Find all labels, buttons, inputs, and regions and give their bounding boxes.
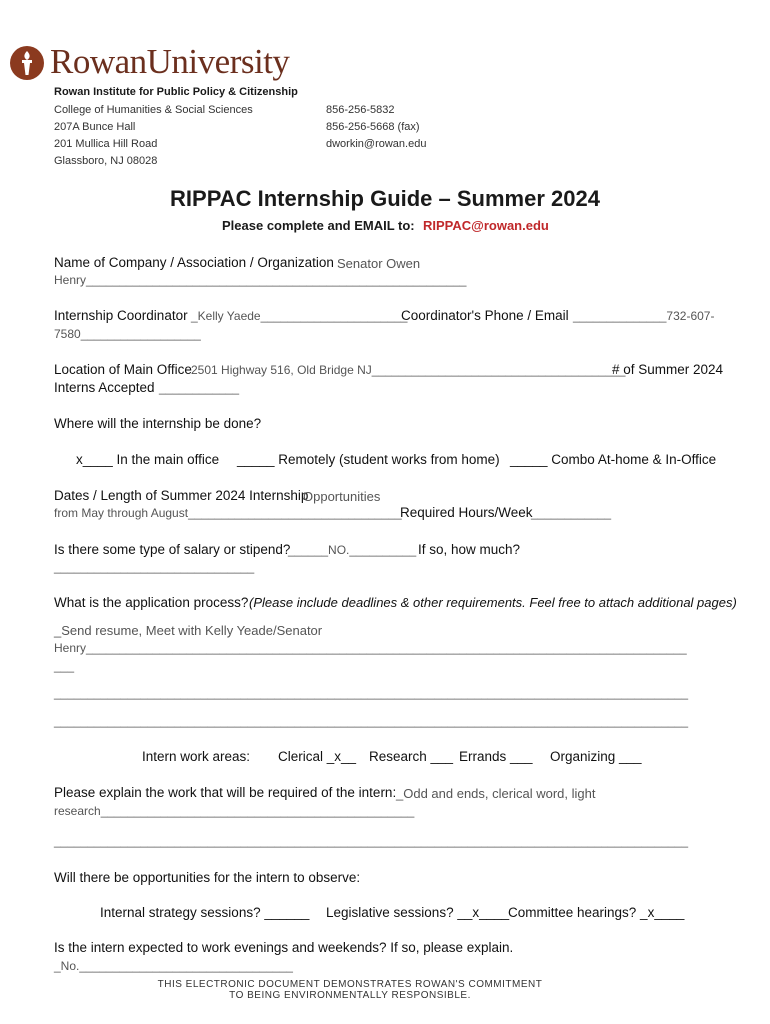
coordinator-label: Internship Coordinator bbox=[54, 308, 188, 323]
coordinator-phone-label: Coordinator's Phone / Email bbox=[401, 308, 569, 323]
coordinator-value[interactable]: _Kelly Yaede______________________ bbox=[191, 309, 408, 323]
salary-value[interactable]: ______NO.__________ bbox=[288, 543, 417, 557]
coordinator-phone-value-cont[interactable]: 7580__________________ bbox=[54, 327, 201, 341]
dates-value[interactable]: Opportunities bbox=[303, 489, 381, 504]
phone-number: 856-256-5832 bbox=[326, 104, 395, 116]
blank-answer-line[interactable]: _______________________________________________________________________________________________ bbox=[54, 834, 689, 848]
coordinator-phone-value[interactable]: ______________732-607- bbox=[573, 309, 715, 323]
explain-work-value[interactable]: _Odd and ends, clerical word, light bbox=[396, 786, 596, 801]
address-line: College of Humanities & Social Sciences bbox=[54, 104, 253, 116]
observe-question: Will there be opportunities for the intern to observe: bbox=[54, 870, 361, 885]
interns-accepted-value[interactable]: ____________ bbox=[159, 381, 240, 395]
location-value[interactable]: 2501 Highway 516, Old Bridge NJ______________________________________ bbox=[191, 363, 626, 377]
submission-email-link[interactable]: RIPPAC@rowan.edu bbox=[423, 218, 549, 233]
contact-email-link[interactable]: dworkin@rowan.edu bbox=[326, 138, 427, 150]
process-value-cont[interactable]: Henry__________________________________________________________________________________________ bbox=[54, 641, 687, 655]
work-areas-label: Intern work areas: bbox=[142, 749, 251, 764]
option-combo[interactable]: _____ Combo At-home & In-Office bbox=[510, 452, 717, 467]
university-logo-text: RowanUniversity bbox=[50, 42, 290, 81]
company-value[interactable]: Senator Owen bbox=[337, 256, 421, 271]
explain-work-label: Please explain the work that will be required of the intern: bbox=[54, 785, 397, 800]
evenings-value[interactable]: _No.________________________________ bbox=[54, 959, 293, 973]
area-errands[interactable]: Errands ___ bbox=[459, 749, 533, 764]
dates-label: Dates / Length of Summer 2024 Internship bbox=[54, 488, 309, 503]
location-label: Location of Main Office bbox=[54, 362, 192, 377]
blank-answer-line[interactable]: _______________________________________________________________________________________________ bbox=[54, 714, 689, 728]
footer-line: TO BEING ENVIRONMENTALLY RESPONSIBLE. bbox=[229, 990, 471, 1001]
process-value[interactable]: _Send resume, Meet with Kelly Yeade/Senator bbox=[54, 623, 323, 638]
process-label: What is the application process? bbox=[54, 595, 249, 610]
footer-line: THIS ELECTRONIC DOCUMENT DEMONSTRATES ROWAN'S COMMITMENT bbox=[157, 979, 543, 990]
interns-count-label: # of Summer 2024 bbox=[612, 362, 724, 377]
interns-accepted-label: Interns Accepted bbox=[54, 380, 155, 395]
salary-label: Is there some type of salary or stipend? bbox=[54, 542, 291, 557]
hours-value[interactable]: ____________ bbox=[531, 506, 612, 520]
institute-name: Rowan Institute for Public Policy & Citizenship bbox=[54, 86, 298, 98]
address-line: Glassboro, NJ 08028 bbox=[54, 155, 158, 167]
area-research[interactable]: Research ___ bbox=[369, 749, 454, 764]
fax-number: 856-256-5668 (fax) bbox=[326, 121, 420, 133]
rowan-torch-logo-icon bbox=[9, 45, 45, 81]
dates-value-cont[interactable]: from May through August________________________________ bbox=[54, 506, 402, 520]
subtitle-text: Please complete and EMAIL to: bbox=[222, 218, 415, 233]
evenings-question: Is the intern expected to work evenings and weekends? If so, please explain. bbox=[54, 940, 514, 955]
process-note: (Please include deadlines & other requirements. Feel free to attach additional pages) bbox=[249, 595, 737, 610]
address-line: 207A Bunce Hall bbox=[54, 121, 136, 133]
option-main-office[interactable]: x____ In the main office bbox=[76, 452, 220, 467]
option-remote[interactable]: _____ Remotely (student works from home) bbox=[237, 452, 500, 467]
salary-amount-label: If so, how much? bbox=[418, 542, 521, 557]
address-line: 201 Mullica Hill Road bbox=[54, 138, 158, 150]
location-type-question: Where will the internship be done? bbox=[54, 416, 262, 431]
hours-label: Required Hours/Week bbox=[400, 505, 533, 520]
company-label: Name of Company / Association / Organization bbox=[54, 255, 334, 270]
process-value-cont[interactable]: ___ bbox=[54, 659, 75, 673]
observe-legislative[interactable]: Legislative sessions? __x____ bbox=[326, 905, 510, 920]
explain-work-value-cont[interactable]: research_______________________________________________ bbox=[54, 804, 415, 818]
blank-answer-line[interactable]: _______________________________________________________________________________________________ bbox=[54, 686, 689, 700]
company-value-cont[interactable]: Henry_________________________________________________________ bbox=[54, 273, 467, 287]
area-clerical[interactable]: Clerical _x__ bbox=[278, 749, 357, 764]
page-title: RIPPAC Internship Guide – Summer 2024 bbox=[170, 186, 600, 211]
observe-internal-strategy[interactable]: Internal strategy sessions? ______ bbox=[100, 905, 310, 920]
salary-amount-value[interactable]: ______________________________ bbox=[54, 560, 255, 574]
area-organizing[interactable]: Organizing ___ bbox=[550, 749, 642, 764]
observe-committee[interactable]: Committee hearings? _x____ bbox=[508, 905, 685, 920]
